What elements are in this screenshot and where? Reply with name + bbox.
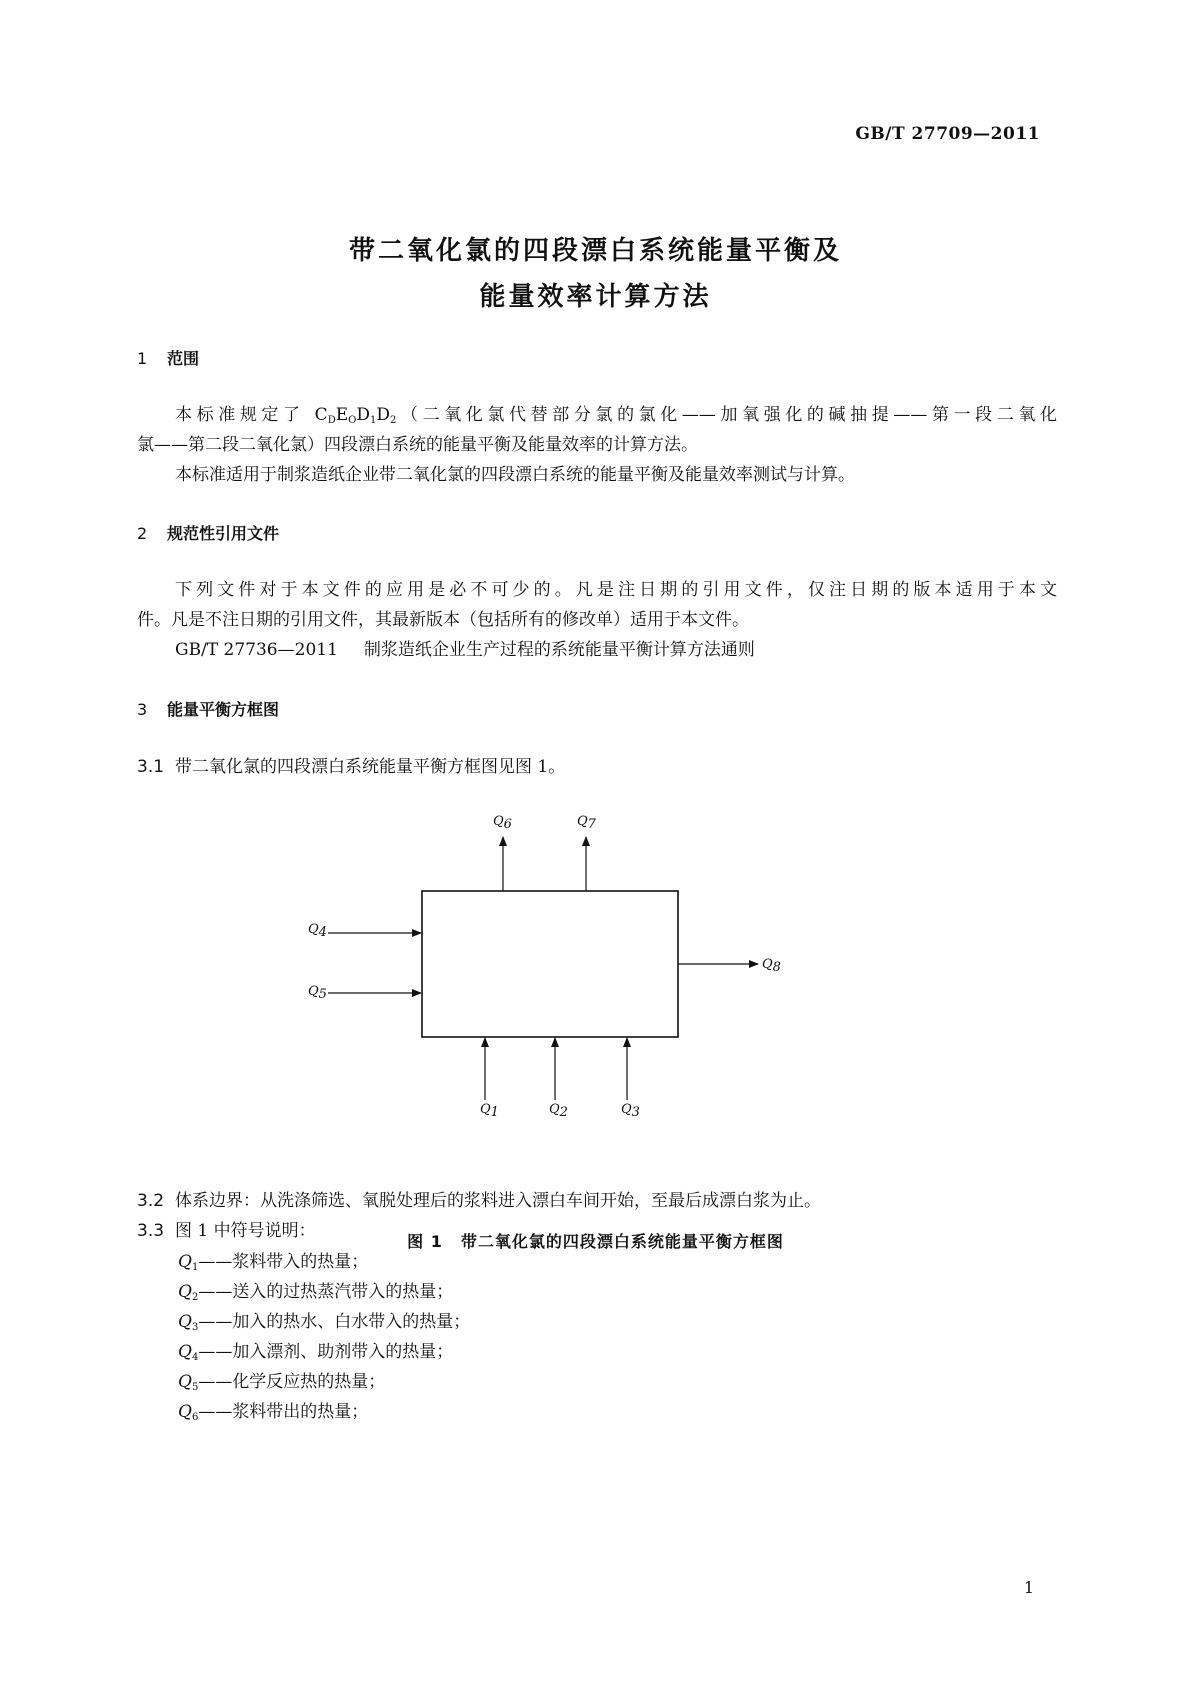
clause-text: 带二氧化氯的四段漂白系统能量平衡方框图见图 1。 <box>175 757 566 777</box>
symbol-item <box>178 1307 470 1333</box>
page-number: 1 <box>1023 1578 1034 1597</box>
symbol: Q <box>178 1402 192 1422</box>
subscript: D <box>327 415 336 426</box>
code-letter: C <box>314 405 328 425</box>
section-1-heading <box>137 346 199 369</box>
label-q8: Q8 <box>762 957 781 975</box>
subscript: 1 <box>191 1262 199 1273</box>
energy-balance-block-diagram <box>300 805 820 1125</box>
label-q5: Q5 <box>308 984 327 1002</box>
label-q2: Q2 <box>549 1102 568 1120</box>
symbol-item <box>178 1397 368 1423</box>
symbol: Q <box>178 1312 192 1332</box>
symbol: Q <box>178 1252 192 1272</box>
reference-title: 制浆造纸企业生产过程的系统能量平衡计算方法通则 <box>363 640 755 660</box>
subscript: 3 <box>191 1322 199 1333</box>
symbol-item <box>178 1367 385 1393</box>
label-q6: Q6 <box>493 814 512 832</box>
figure-number: 图 1 <box>407 1232 443 1251</box>
section-2-paragraph-line-1: 下列文件对于本文件的应用是必不可少的。凡是注日期的引用文件，仅注日期的版本适用于本文 <box>175 580 1057 600</box>
clause-3-2 <box>137 1186 1057 1216</box>
section-2-heading <box>137 521 279 544</box>
symbol: Q <box>178 1282 192 1302</box>
document-title-line2: 能量效率计算方法 <box>479 282 712 312</box>
subscript: 5 <box>191 1382 199 1393</box>
symbol-item <box>178 1277 453 1303</box>
symbol-description: ——加入漂剂、助剂带入的热量； <box>198 1342 454 1362</box>
normative-reference <box>137 635 1057 665</box>
system-boundary-box <box>422 891 678 1037</box>
clause-number: 3.3 <box>137 1221 165 1241</box>
subscript: 2 <box>390 415 397 426</box>
subscript: 1 <box>369 415 377 426</box>
symbol-item <box>178 1337 453 1363</box>
symbol-description: ——浆料带出的热量； <box>198 1402 369 1422</box>
code-letter: D <box>376 405 390 425</box>
subscript: 6 <box>191 1412 199 1423</box>
symbol-description: ——化学反应热的热量； <box>198 1372 386 1392</box>
symbol-description: ——加入的热水、白水带入的热量； <box>198 1312 471 1332</box>
clause-text: 体系边界：从洗涤筛选、氧脱处理后的浆料进入漂白车间开始，至最后成漂白浆为止。 <box>175 1191 821 1211</box>
subscript: 2 <box>191 1292 199 1303</box>
code-letter: D <box>356 405 370 425</box>
standard-code: GB/T 27709—2011 <box>855 124 1040 144</box>
clause-number: 3.2 <box>137 1191 165 1211</box>
section-1-paragraph-2: 本标准适用于制浆造纸企业带二氧化氯的四段漂白系统的能量平衡及能量效率测试与计算。 <box>175 465 855 485</box>
section-number: 2 <box>137 524 148 543</box>
section-title: 规范性引用文件 <box>167 524 280 543</box>
code-letter: E <box>335 405 349 425</box>
section-3-heading <box>137 697 279 720</box>
text: 本标准规定了 <box>175 405 305 425</box>
reference-code: GB/T 27736—2011 <box>175 640 338 660</box>
document-title-line1: 带二氧化氯的四段漂白系统能量平衡及 <box>348 236 842 266</box>
clause-text: 图 1 中符号说明： <box>175 1221 316 1241</box>
label-q3: Q3 <box>621 1102 640 1120</box>
section-number: 3 <box>137 700 148 719</box>
text: （二氧化氯代替部分氯的氯化——加氧强化的碱抽提——第一段二氧化 <box>396 405 1058 425</box>
section-2-paragraph-line-2: 件。凡是不注日期的引用文件，其最新版本（包括所有的修改单）适用于本文件。 <box>137 610 749 630</box>
label-q1: Q1 <box>480 1102 499 1120</box>
figure-title: 带二氧化氯的四段漂白系统能量平衡方框图 <box>460 1232 784 1251</box>
subscript: 4 <box>191 1352 199 1363</box>
symbol-description: ——浆料带入的热量； <box>198 1252 369 1272</box>
section-title: 能量平衡方框图 <box>167 700 280 719</box>
label-q7: Q7 <box>577 814 596 832</box>
symbol: Q <box>178 1342 192 1362</box>
clause-3-1 <box>137 752 1057 782</box>
clause-number: 3.1 <box>137 757 165 777</box>
section-number: 1 <box>137 349 148 368</box>
section-1-paragraph-1-line-2: 氯——第二段二氧化氯）四段漂白系统的能量平衡及能量效率的计算方法。 <box>137 435 698 455</box>
symbol: Q <box>178 1372 192 1392</box>
section-title: 范围 <box>167 349 200 368</box>
symbol-item <box>178 1247 368 1273</box>
subscript: O <box>348 415 357 426</box>
symbol-description: ——送入的过热蒸汽带入的热量； <box>198 1282 454 1302</box>
clause-3-3 <box>137 1216 1057 1246</box>
label-q4: Q4 <box>308 922 327 940</box>
